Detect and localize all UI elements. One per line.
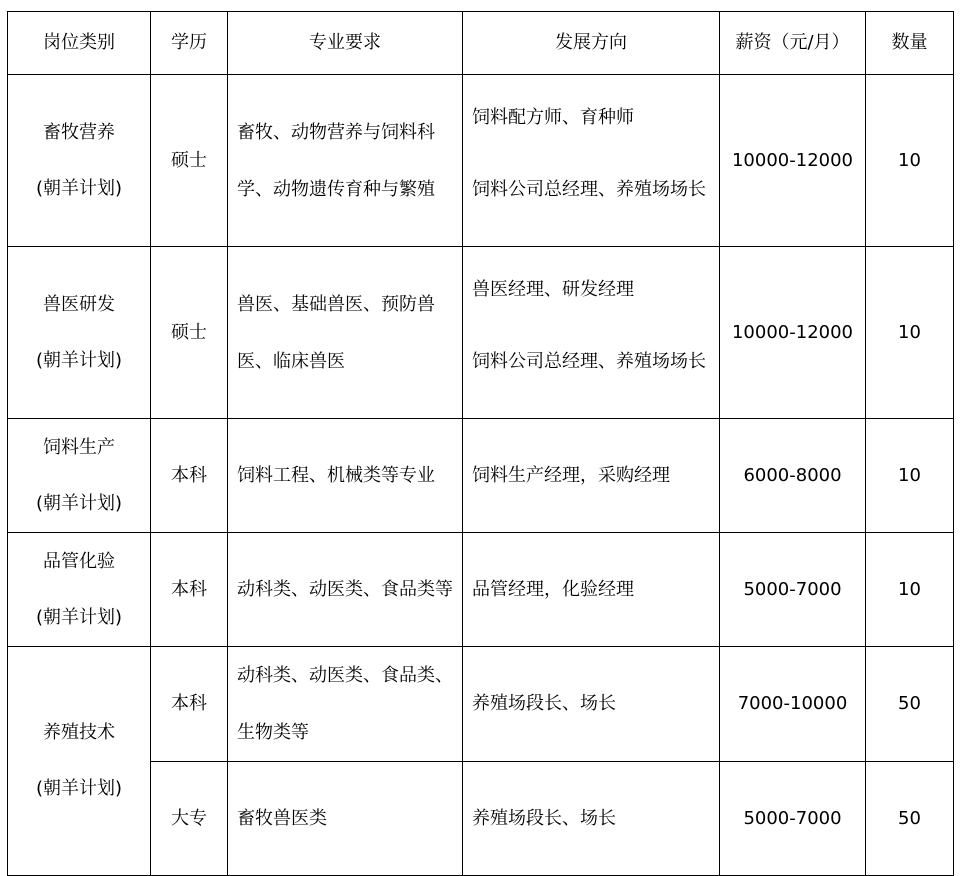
education-cell: 大专 — [151, 762, 228, 876]
category-name: 养殖技术 — [43, 722, 115, 743]
education-cell: 本科 — [151, 419, 228, 533]
category-cell — [8, 533, 151, 647]
table-row — [8, 247, 954, 419]
header-major: 专业要求 — [228, 12, 463, 75]
category-plan: (朝羊计划) — [35, 177, 123, 199]
major-cell — [228, 533, 463, 647]
header-count: 数量 — [866, 12, 954, 75]
count-cell: 10 — [866, 247, 954, 419]
direction-cell — [463, 419, 720, 533]
direction-line: 饲料公司总经理、养殖场场长 — [472, 178, 706, 200]
direction-cell — [463, 75, 720, 247]
direction-cell — [463, 762, 720, 876]
table-row — [8, 419, 954, 533]
major-cell — [228, 75, 463, 247]
table-row — [8, 647, 954, 762]
salary-cell: 10000-12000 — [720, 247, 866, 419]
count-cell: 10 — [866, 419, 954, 533]
direction-cell — [463, 647, 720, 762]
category-cell — [8, 247, 151, 419]
count-cell: 50 — [866, 762, 954, 876]
salary-cell: 5000-7000 — [720, 762, 866, 876]
category-cell — [8, 647, 151, 876]
table-row — [8, 75, 954, 247]
direction-line: 养殖场段长、场长 — [472, 693, 616, 714]
salary-cell: 10000-12000 — [720, 75, 866, 247]
major-cell — [228, 247, 463, 419]
category-plan: (朝羊计划) — [35, 492, 123, 514]
direction-line: 饲料配方师、育种师 — [472, 106, 634, 128]
major-cell: 饲料工程、机械类等专业 — [228, 419, 463, 533]
count-cell: 10 — [866, 75, 954, 247]
header-salary: 薪资（元/月） — [720, 12, 866, 75]
major-text: 动科类、动医类、食品类、生物类等 — [237, 665, 453, 743]
header-education: 学历 — [151, 12, 228, 75]
category-name: 品管化验 — [43, 550, 115, 572]
major-text: 兽医、基础兽医、预防兽医、临床兽医 — [237, 293, 435, 372]
education-cell: 硕士 — [151, 247, 228, 419]
category-plan: (朝羊计划) — [35, 778, 123, 799]
salary-cell: 7000-10000 — [720, 647, 866, 762]
category-plan: (朝羊计划) — [35, 606, 123, 628]
header-direction: 发展方向 — [463, 12, 720, 75]
category-cell — [8, 75, 151, 247]
direction-cell — [463, 247, 720, 419]
major-text: 动科类、动医类、食品类等 — [237, 579, 453, 600]
count-cell: 10 — [866, 533, 954, 647]
header-category: 岗位类别 — [8, 12, 151, 75]
education-cell: 硕士 — [151, 75, 228, 247]
education-cell: 本科 — [151, 533, 228, 647]
education-cell: 本科 — [151, 647, 228, 762]
direction-line: 兽医经理、研发经理 — [472, 278, 634, 300]
category-name: 兽医研发 — [43, 293, 115, 315]
direction-line: 饲料生产经理，采购经理 — [472, 464, 670, 486]
salary-cell: 6000-8000 — [720, 419, 866, 533]
direction-cell — [463, 533, 720, 647]
table-row — [8, 533, 954, 647]
header-row — [8, 12, 954, 75]
category-name: 畜牧营养 — [43, 121, 115, 143]
salary-cell: 5000-7000 — [720, 533, 866, 647]
major-cell: 畜牧兽医类 — [228, 762, 463, 876]
direction-line: 养殖场段长、场长 — [472, 807, 616, 829]
category-name: 饲料生产 — [43, 436, 115, 458]
count-cell: 50 — [866, 647, 954, 762]
direction-line: 品管经理，化验经理 — [472, 578, 634, 600]
category-plan: (朝羊计划) — [35, 349, 123, 371]
major-cell — [228, 647, 463, 762]
recruitment-table — [7, 11, 954, 876]
direction-line: 饲料公司总经理、养殖场场长 — [472, 350, 706, 372]
major-text: 畜牧、动物营养与饲料科学、动物遗传育种与繁殖 — [237, 121, 435, 200]
category-cell — [8, 419, 151, 533]
